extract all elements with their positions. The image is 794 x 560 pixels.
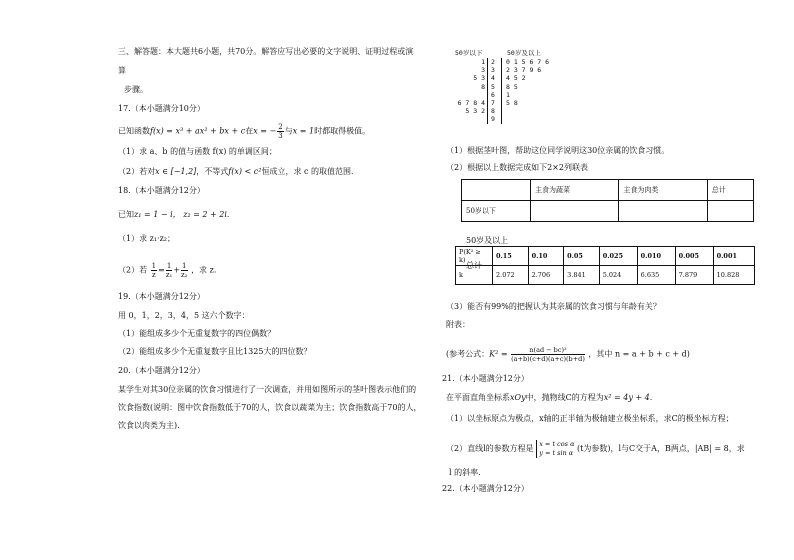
- stem-right-leaves: 4 5 2: [506, 74, 526, 83]
- q22-heading: 22.（本小题满分12分）: [442, 484, 529, 493]
- k-value: 6.635: [637, 266, 675, 285]
- q17-fraction: $\frac{2}{3}$: [278, 123, 283, 140]
- section3-title: 三、解答题：本大题共6小题，共70分。解答应写出必要的文字说明、证明过程或演: [118, 47, 414, 56]
- stem-right-leaves: 2 3 7 9 6: [506, 66, 542, 75]
- q21-part1: （1）以坐标原点为极点，x轴的正半轴为极轴建立极坐标系，求C的极坐标方程；: [446, 414, 734, 423]
- contingency-table: [461, 179, 754, 222]
- stem-right-leaves: 8 5: [506, 82, 518, 91]
- q18-heading: 18.（本小题满分12分）: [118, 186, 205, 195]
- q19-part2: （2）能组成多少个无重复数字且比1325大的四位数？: [118, 347, 312, 356]
- stem-right-leaves: 0 1 5 6 7 6: [506, 58, 550, 66]
- stem-value: 4: [491, 74, 495, 83]
- q17-x1: x = −: [253, 126, 277, 136]
- q17-part2: （2）若对x ∈ [−1,2]，不等式f(x) < c²恒成立，求 c 的取值范围．: [118, 167, 360, 176]
- formula-fraction: $\frac{\text{n(ad − bc)²}}{(a+b)(c+d)(a+c)(b+d)}$: [511, 346, 585, 363]
- k-value: 3.841: [564, 266, 600, 285]
- q21-heading: 21.（本小题满分12分）: [442, 374, 529, 383]
- q21-stem: 在平面直角坐标系xOy中，抛物线C的方程为x² = 4y + 4.: [446, 393, 653, 402]
- stem-divider-left: [487, 58, 488, 124]
- q21-part2-cont: l 的斜率.: [449, 468, 481, 477]
- section3-title-cont: 算: [118, 66, 126, 75]
- k-label: k: [456, 266, 493, 285]
- p-label: P(K² ≥ k): [456, 247, 493, 266]
- table-row: [456, 266, 755, 285]
- table-cell: 50岁以下: [462, 201, 531, 222]
- table-row: [462, 180, 754, 201]
- stem-divider-right: [501, 58, 502, 124]
- table-row-label-over50: 50岁及以上: [466, 236, 509, 245]
- q18-part1: （1）求 z₁·z₂；: [118, 234, 176, 243]
- stem-left-leaves: 6 7 8 4: [457, 98, 485, 107]
- q17-func: f(x) = x³ + ax² + bx + c: [150, 126, 246, 136]
- table-header-meat: 主食为肉类: [619, 180, 707, 201]
- q20-line3: 饮食以肉类为主).: [118, 421, 180, 430]
- stem-right-leaves: 1: [506, 90, 510, 99]
- q17-stem: [118, 123, 370, 140]
- q17-text-d: 时都取得极值。: [314, 126, 371, 136]
- p-value: 0.10: [528, 247, 564, 266]
- stem-left-leaves: 1: [481, 58, 485, 66]
- attach-label: 附表：: [446, 320, 470, 329]
- stem-left-title: 50岁以下: [455, 49, 483, 57]
- reference-formula: (参考公式：K² = $\frac{\text{n(ad − bc)²}}{(a+b)(c+d)(a+c)(b+d)}$ ，其中 n = a + b + c + d): [446, 346, 690, 363]
- table-row: [456, 247, 755, 266]
- q17-part1: （1）求 a、b 的值与函数 f(x) 的单调区间；: [118, 147, 277, 156]
- k-value: 10.828: [713, 266, 754, 285]
- stem-right-leaves: 5 8: [506, 98, 518, 107]
- q20-part2: （2）根据以上数据完成如下2×2列联表: [446, 163, 588, 172]
- q20-line1: 某学生对其30位亲属的饮食习惯进行了一次调查，并用如图所示的茎叶图表示他们的: [118, 385, 417, 394]
- table-cell: [462, 180, 531, 201]
- section3-title-cont2: 步骤。: [124, 85, 148, 94]
- q20-part1: （1）根据茎叶图，帮助这位同学说明这30位亲属的饮食习惯。: [446, 146, 670, 155]
- k-value: 2.706: [528, 266, 564, 285]
- q17-text-c: 与: [284, 126, 293, 136]
- q17-heading: 17.（本小题满分10分）: [118, 104, 205, 113]
- stem-value: 6: [491, 90, 495, 99]
- k-value: 7.879: [675, 266, 713, 285]
- q18-stem: 已知z₁ = 1 − i， z₂ = 2 + 2i.: [118, 210, 230, 219]
- q20-line2: 饮食指数(说明：图中饮食指数低于70的人，饮食以蔬菜为主；饮食指数高于70的人，: [118, 403, 422, 412]
- q17-text-a: 已知函数: [118, 126, 150, 136]
- k-value: 5.024: [599, 266, 637, 285]
- stem-left-leaves: 8: [481, 82, 485, 91]
- q21-part2: （2）直线l的参数方程是 x = t cos α y = t sin α (t为参数)，l与C交于A，B两点，|AB| = 8，求: [446, 440, 745, 457]
- q18-part2: （2）若 $\frac{1}{z}$ = $\frac{1}{\text{z₁}}$ + $\frac{1}{\text{z₂}}$ ，求 z.: [118, 262, 217, 279]
- p-value: 0.15: [493, 247, 529, 266]
- param-system: x = t cos α y = t sin α: [536, 440, 574, 458]
- stem-value: 5: [491, 82, 495, 91]
- p-value: 0.05: [564, 247, 600, 266]
- table-row-label-total: 总计: [466, 261, 482, 270]
- stem-left-leaves: 3: [481, 66, 485, 75]
- q17-text-b: 在: [245, 126, 254, 136]
- stem-value: 2: [491, 58, 495, 66]
- stem-value: 8: [491, 107, 495, 116]
- q19-stem: 用 0，1，2，3，4，5 这六个数字：: [118, 311, 250, 320]
- table-header-veg: 主食为蔬菜: [531, 180, 619, 201]
- p-value: 0.010: [637, 247, 675, 266]
- p-value: 0.025: [599, 247, 637, 266]
- table-row: [462, 201, 754, 222]
- q17-x2: x = 1: [292, 126, 315, 136]
- k-value: 2.072: [493, 266, 529, 285]
- q20-part3: （3）能否有99%的把握认为其亲属的饮食习惯与年龄有关？: [446, 302, 661, 311]
- stem-value: 9: [491, 115, 495, 124]
- critical-value-table: [455, 246, 755, 285]
- p-value: 0.005: [675, 247, 713, 266]
- q19-part1: （1）能组成多少个无重复数字的四位偶数？: [118, 329, 276, 338]
- p-value: 0.001: [713, 247, 754, 266]
- stem-left-leaves: 5 3 2: [465, 107, 485, 116]
- q19-heading: 19.（本小题满分12分）: [118, 292, 205, 301]
- stem-value: 3: [491, 66, 495, 75]
- table-header-total: 总计: [707, 180, 753, 201]
- stem-left-leaves: 5 3: [473, 74, 485, 83]
- q20-heading: 20.（本小题满分12分）: [118, 366, 205, 375]
- stem-right-title: 50岁及以上: [507, 49, 541, 57]
- stem-value: 7: [491, 98, 495, 107]
